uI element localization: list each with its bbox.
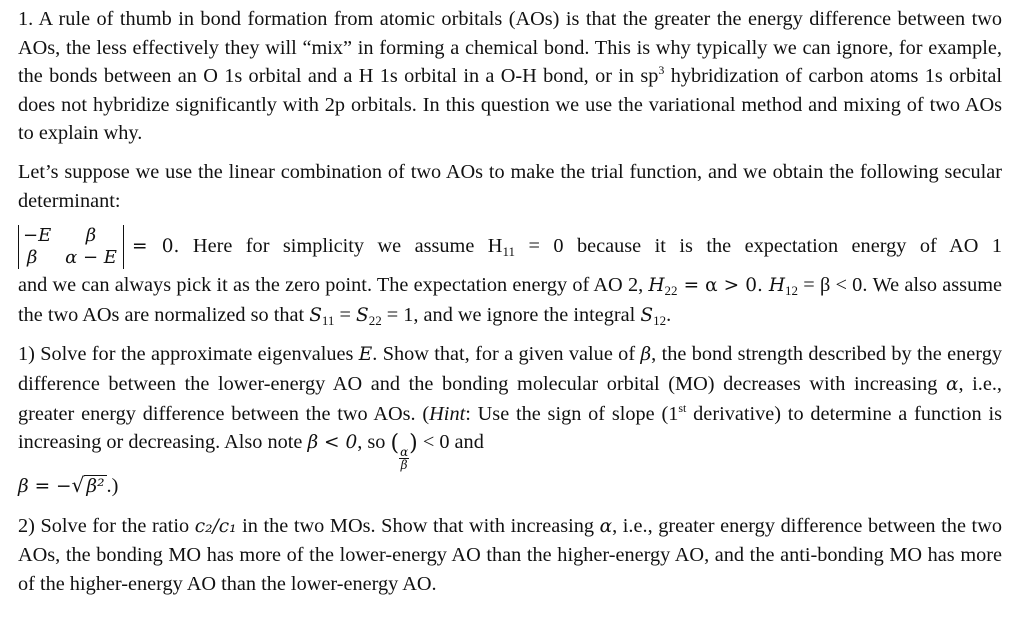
- paragraph-assumptions: [18, 271, 1002, 330]
- sqrt-sign: √: [71, 473, 85, 498]
- q1-a: 1) Solve for the approximate eigenvalues: [18, 343, 359, 366]
- assump-b: = α > 0.: [677, 275, 769, 297]
- intro-text-part2: hybridization of carbon atoms 1s orbital does not hybridize significantly with 2p orbitals. In this question we use the variational method and mixing of two AOs to explain why.: [18, 65, 1002, 145]
- beta-equals-minus: β = −: [18, 476, 72, 498]
- h12-subscript: 12: [785, 283, 799, 299]
- det-m12: β: [85, 225, 97, 247]
- q1-E-symbol: E: [358, 344, 373, 366]
- q2-a: 2) Solve for the ratio: [18, 514, 195, 537]
- s22-subscript: 22: [368, 312, 382, 328]
- q1-c: , the bond strength described by the energy difference between the lower-energy AO and the bonding molecular orbital (MO) decreases with increasing: [18, 343, 1002, 395]
- assump-c: = β < 0. We also assume the two AOs are normalized so that: [18, 274, 1002, 326]
- h12-symbol: H: [768, 275, 786, 297]
- paragraph-setup: Let’s suppose we use the linear combination of two AOs to make the trial function, and we obtain the following secular determinant:: [18, 160, 1002, 212]
- determinant-line: [18, 223, 1002, 271]
- determinant-text: [132, 232, 1002, 262]
- q1-f: derivative) to determine a function is increasing or decreasing. Also note: [18, 402, 1002, 454]
- q1-h: < 0 and: [417, 431, 484, 454]
- det-m11: −E: [23, 225, 52, 247]
- assump-d: =: [334, 303, 356, 326]
- question-1: [18, 340, 1002, 501]
- q1-g: , so: [357, 431, 391, 454]
- h22-symbol: H: [648, 275, 665, 297]
- s12-symbol: S: [640, 304, 654, 326]
- sqrt-expression: [71, 471, 106, 502]
- intro-text-part1: 1. A rule of thumb in bond formation from atomic orbitals (AOs) is that the greater the energy difference between two AOs, the less effectively they will “mix” in forming a chemical bond. This is why typically we can ignore, for example, the bonds between an O 1s orbital and a H 1s orbital in a O-H bond, or in sp: [18, 8, 1002, 88]
- q1-st-superscript: st: [678, 400, 687, 415]
- q1-b: . Show that, for a given value of: [372, 343, 641, 366]
- det-explanation: Here for simplicity we assume H: [192, 235, 503, 258]
- secular-determinant: [18, 225, 124, 269]
- q2-c: , i.e., greater energy difference between the two AOs, the bonding MO has more of the lower-energy AO than the higher-energy AO, and the anti-bonding MO has more of the higher-energy AO than the lower-energy AO.: [18, 514, 1002, 595]
- question-2: [18, 512, 1002, 599]
- q1-open-paren: (: [390, 431, 400, 457]
- det-explanation-end: = 0 because it is the expectation energy of AO 1: [514, 235, 1002, 258]
- q1-hint-label: Hint: [429, 402, 466, 425]
- fraction-numerator: α: [400, 445, 409, 460]
- sp3-superscript: 3: [658, 63, 665, 78]
- q2-ratio: c₂/c₁: [194, 515, 237, 537]
- assump-e: = 1, and we ignore the integral: [381, 303, 641, 326]
- q1-beta-negative: β < 0: [307, 432, 358, 454]
- s11-subscript: 11: [321, 312, 335, 328]
- assump-a: and we can always pick it as the zero point. The expectation energy of AO 2,: [18, 274, 649, 297]
- s11-symbol: S: [309, 304, 322, 326]
- h11-subscript: 11: [502, 244, 515, 260]
- s12-subscript: 12: [653, 312, 667, 328]
- det-m22: α − E: [65, 247, 117, 269]
- alpha-over-beta-fraction: [399, 446, 409, 471]
- sqrt-radicand: β²: [86, 476, 105, 498]
- q1-alpha-symbol: α: [945, 373, 959, 395]
- assump-f: .: [666, 303, 672, 326]
- q2-alpha-symbol: α: [599, 515, 613, 537]
- q2-b: in the two MOs. Show that with increasing: [236, 514, 600, 537]
- q1-e: : Use the sign of slope (1: [465, 402, 679, 425]
- q1-end: .): [106, 475, 119, 498]
- q1-d: , i.e., greater energy difference between the two AOs. (: [18, 372, 1002, 425]
- q1-close-paren: ): [409, 431, 418, 457]
- paragraph-intro: [18, 5, 1002, 148]
- h22-subscript: 22: [664, 283, 678, 299]
- det-equals-zero: = 0.: [132, 236, 180, 258]
- fraction-denominator: β: [400, 458, 408, 473]
- q1-beta-symbol: β: [640, 344, 652, 366]
- s22-symbol: S: [356, 304, 369, 326]
- det-m21: β: [27, 247, 38, 269]
